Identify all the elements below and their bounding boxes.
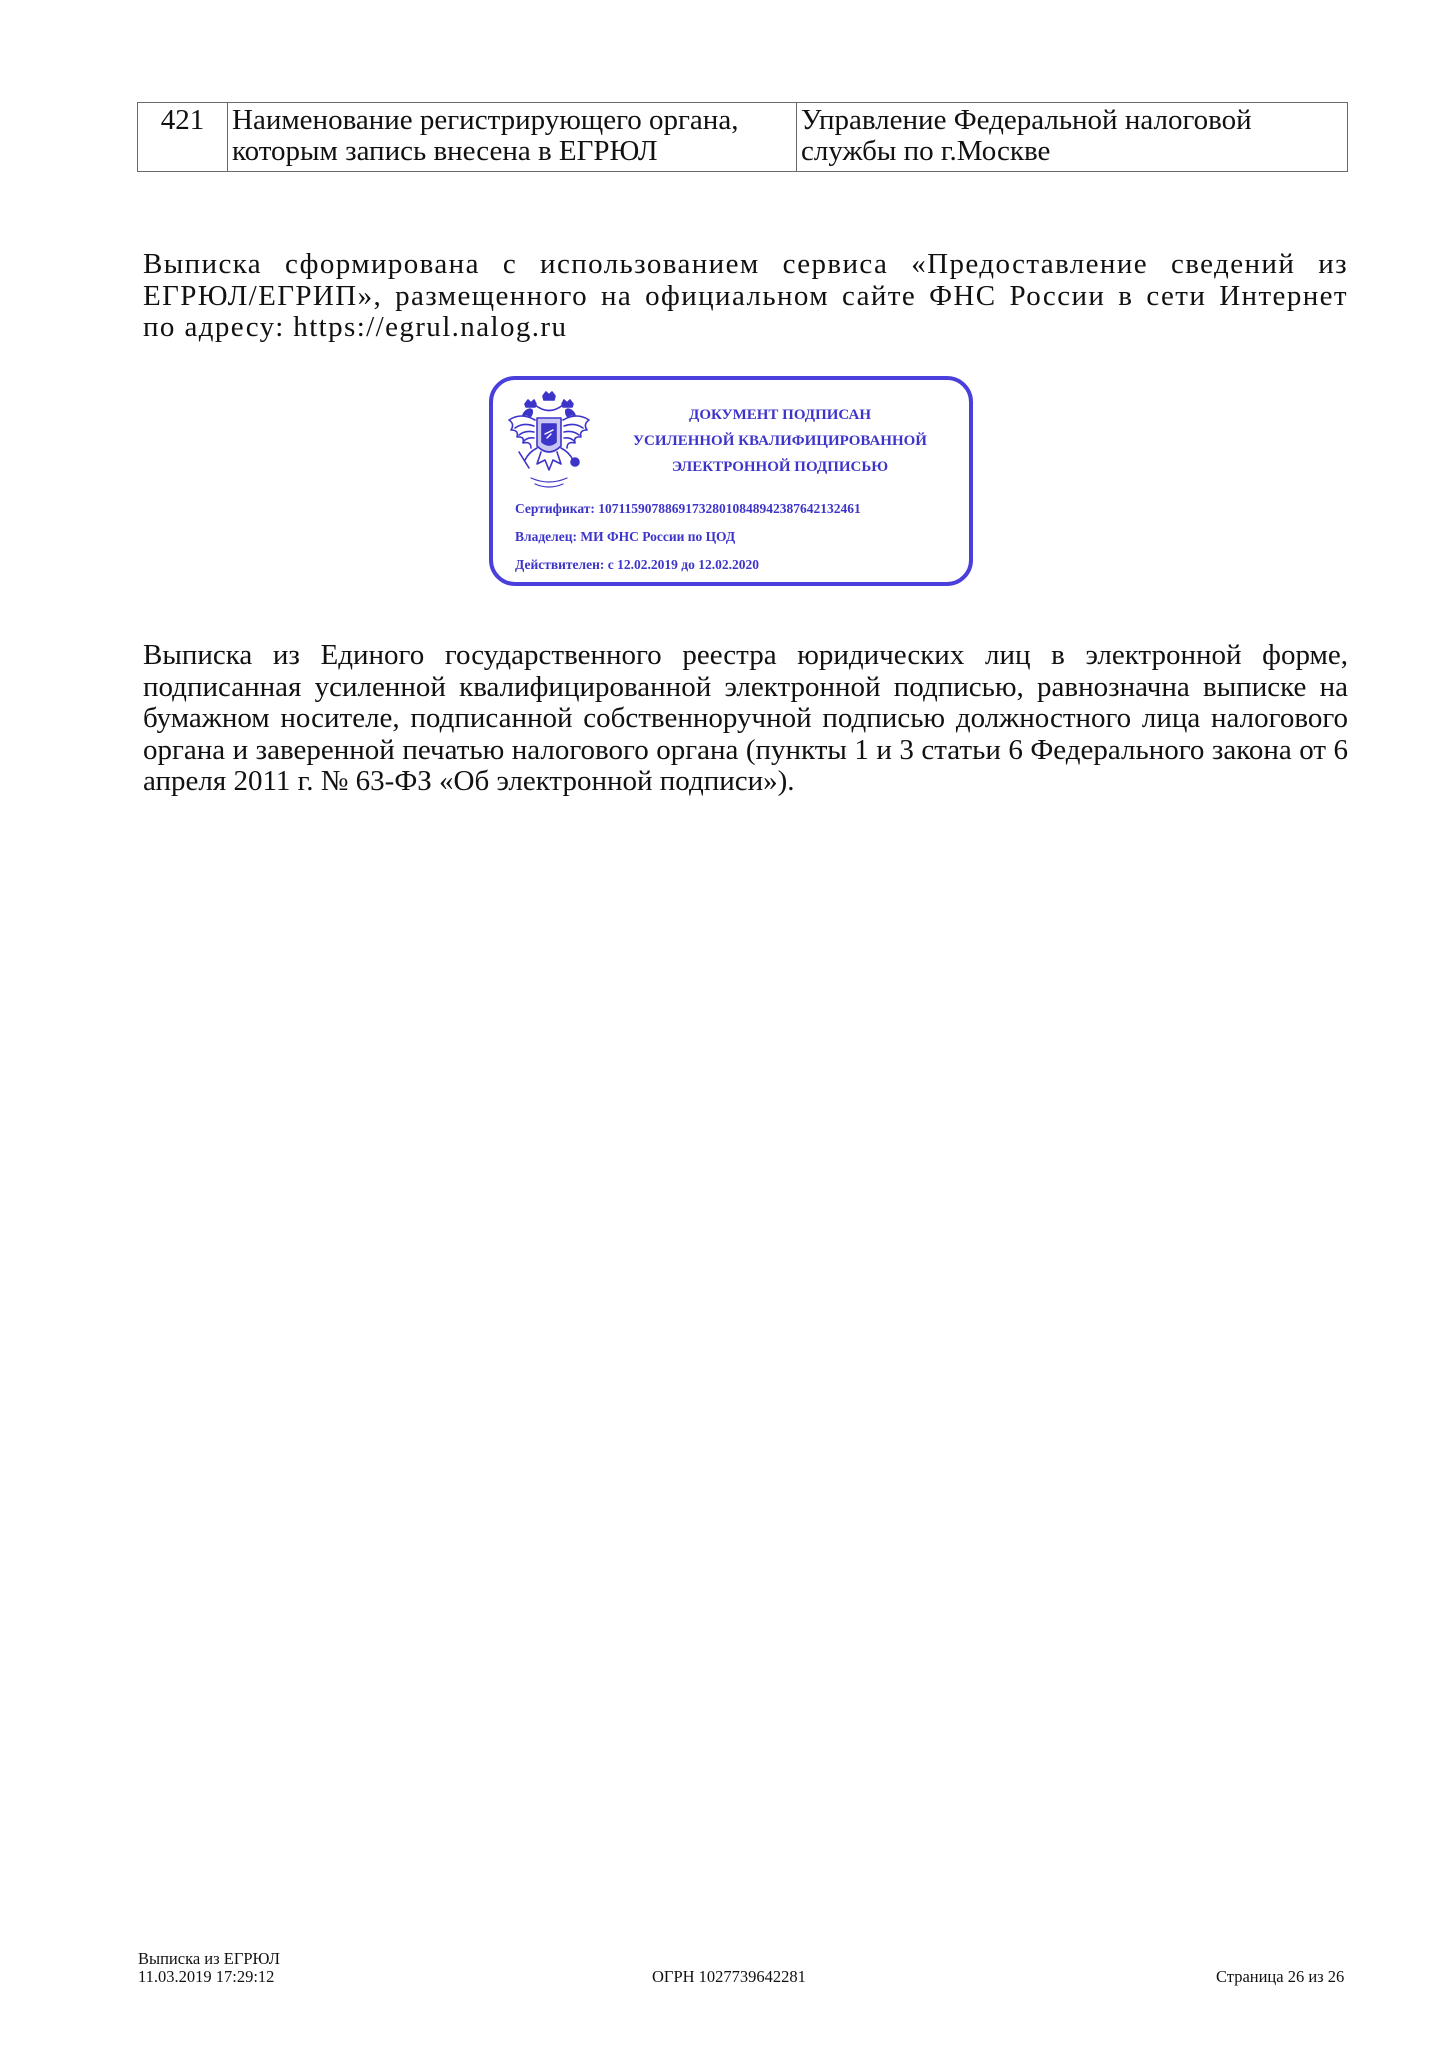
row-label-line: которым запись внесена в ЕГРЮЛ [232, 135, 658, 167]
footer-doc-title: Выписка из ЕГРЮЛ [138, 1949, 280, 1968]
stamp-owner: Владелец: МИ ФНС России по ЦОД [515, 529, 736, 544]
stamp-details [515, 495, 861, 579]
row-label [228, 103, 797, 172]
footer-page-number: Страница 26 из 26 [1216, 1967, 1345, 1986]
electronic-signature-stamp [489, 376, 973, 586]
row-value-line: Управление Федеральной налоговой [801, 104, 1252, 136]
stamp-validity: Действителен: с 12.02.2019 до 12.02.2020 [515, 557, 759, 572]
row-label-line: Наименование регистрирующего органа, [232, 104, 739, 136]
stamp-certificate: Сертификат: 107115907886917328010848942387642132461 [515, 501, 861, 516]
legal-notice: Выписка из Единого государственного реестра юридических лиц в электронной форме, подписанная усиленной квалифицированной электронной подписью, равнозначна выписке на бумажном носителе, подписанной собственноручной подписью должностного лица налогового органа и заверенной печатью налогового органа (пункты 1 и 3 статьи 6 Федерального закона от 6 апреля 2011 г. № 63-ФЗ «Об электронной подписи»). [143, 639, 1348, 797]
stamp-title-line: ЭЛЕКТРОННОЙ ПОДПИСЬЮ [671, 459, 889, 475]
footer-ogrn: ОГРН 1027739642281 [652, 1967, 806, 1986]
double-headed-eagle-emblem-icon [501, 390, 597, 494]
row-value [797, 103, 1348, 172]
footer-left [138, 1950, 280, 1986]
record-table [137, 102, 1348, 172]
row-value-line: службы по г.Москве [801, 135, 1051, 167]
stamp-title [589, 402, 971, 480]
row-number: 421 [138, 103, 228, 172]
stamp-title-line: УСИЛЕННОЙ КВАЛИФИЦИРОВАННОЙ [633, 433, 927, 449]
service-notice: Выписка сформирована с использованием сервиса «Предоставление сведений из ЕГРЮЛ/ЕГРИП», размещенного на официальном сайте ФНС России в сети Интернет по адресу: https://egrul.nalog.ru [143, 248, 1348, 343]
table-row [138, 103, 1348, 172]
footer-timestamp: 11.03.2019 17:29:12 [138, 1967, 275, 1986]
stamp-title-line: ДОКУМЕНТ ПОДПИСАН [689, 407, 871, 423]
